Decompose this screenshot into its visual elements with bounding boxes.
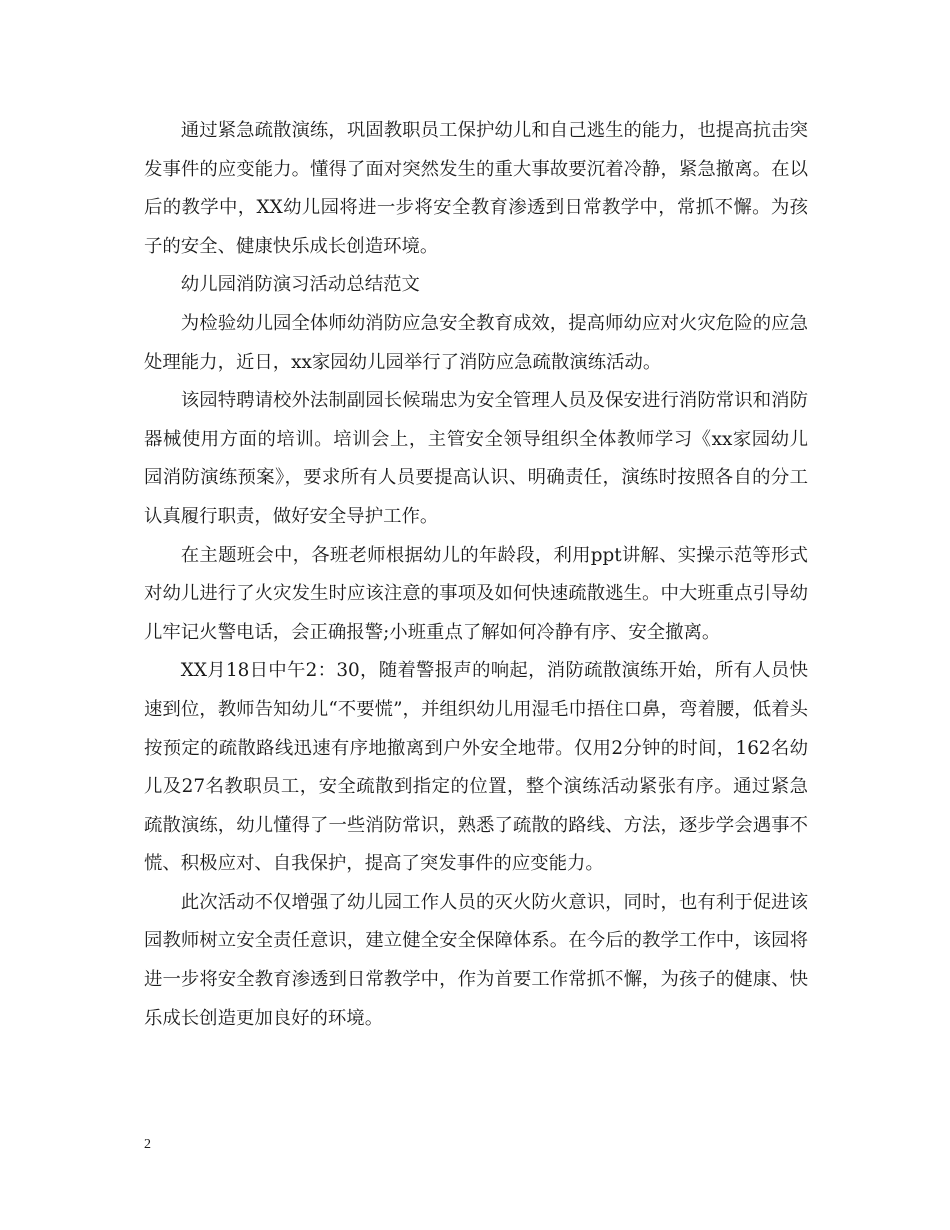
page-number: 2 xyxy=(144,1137,151,1152)
paragraph-4: 在主题班会中，各班老师根据幼儿的年龄段，利用ppt讲解、实操示范等形式对幼儿进行了火灾发生时应该注意的事项及如何快速疏散逃生。中大班重点引导幼儿牢记火警电话，会正确报警;小班重点了解如何冷静有序、安全撤离。 xyxy=(144,544,808,643)
document-body xyxy=(144,112,808,1038)
section-heading: 幼儿园消防演习活动总结范文 xyxy=(180,274,420,296)
paragraph-2: 为检验幼儿园全体师幼消防应急安全教育成效，提高师幼应对火灾危险的应急处理能力，近日，xx家园幼儿园举行了消防应急疏散演练活动。 xyxy=(144,312,808,373)
paragraph-1: 通过紧急疏散演练，巩固教职员工保护幼儿和自己逃生的能力，也提高抗击突发事件的应变能力。懂得了面对突然发生的重大事故要沉着冷静，紧急撤离。在以后的教学中，XX幼儿园将进一步将安全教育渗透到日常教学中，常抓不懈。为孩子的安全、健康快乐成长创造环境。 xyxy=(144,120,808,257)
paragraph-6: 此次活动不仅增强了幼儿园工作人员的灭火防火意识，同时，也有利于促进该园教师树立安全责任意识，建立健全安全保障体系。在今后的教学工作中，该园将进一步将安全教育渗透到日常教学中，作为首要工作常抓不懈，为孩子的健康、快乐成长创造更加良好的环境。 xyxy=(144,891,808,1029)
paragraph-3: 该园特聘请校外法制副园长候瑞忠为安全管理人员及保安进行消防常识和消防器械使用方面的培训。培训会上，主管安全领导组织全体教师学习《xx家园幼儿园消防演练预案》，要求所有人员要提高认识、明确责任，演练时按照各自的分工认真履行职责，做好安全导护工作。 xyxy=(144,390,808,527)
paragraph-5: XX月18日中午2：30，随着警报声的响起，消防疏散演练开始，所有人员快速到位，教师告知幼儿“不要慌”，并组织幼儿用湿毛巾捂住口鼻，弯着腰，低着头按预定的疏散路线迅速有序地撤离到户外安全地带。仅用2分钟的时间，162名幼儿及27名教职员工，安全疏散到指定的位置，整个演练活动紧张有序。通过紧急疏散演练，幼儿懂得了一些消防常识，熟悉了疏散的路线、方法，逐步学会遇事不慌、积极应对、自我保护，提高了突发事件的应变能力。 xyxy=(144,660,808,875)
